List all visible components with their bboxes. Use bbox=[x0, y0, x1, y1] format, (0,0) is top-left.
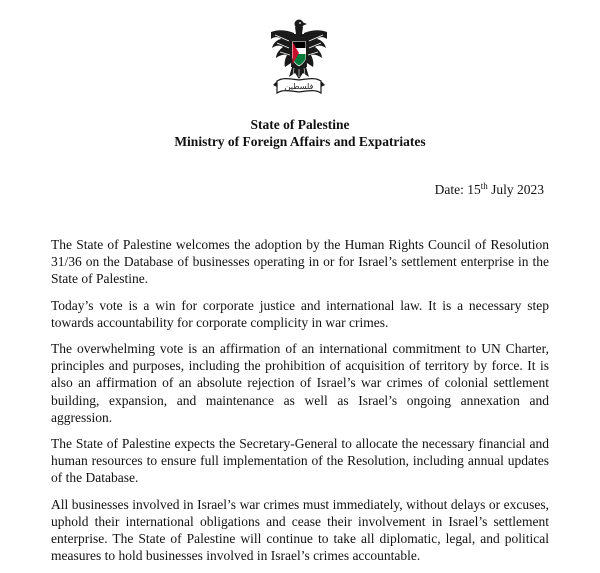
paragraph: Today’s vote is a win for corporate justice and international law. It is a necessary step towards accountability for corporate complicity in war crimes. bbox=[51, 297, 549, 330]
emblem-caption: فلسطين bbox=[284, 82, 314, 91]
paragraph: The State of Palestine expects the Secretary-General to allocate the necessary financial and human resources to ensure full implementation of the Resolution, including annual updates of the Database. bbox=[51, 436, 549, 486]
date-prefix: Date: 15 bbox=[434, 182, 481, 197]
statement-body bbox=[51, 236, 549, 573]
paragraph: All businesses involved in Israel’s war crimes must immediately, without delays or excuses, uphold their international obligations and cease their involvement in Israel’s settlement enterprise. The State of Palestine will continue to take all diplomatic, legal, and political measures to hold businesses involved in Israel’s crimes accountable. bbox=[51, 496, 549, 564]
letterhead-ministry-name: Ministry of Foreign Affairs and Expatriates bbox=[174, 134, 426, 149]
date-month-year: July 2023 bbox=[487, 182, 544, 197]
date-ordinal-suffix: th bbox=[480, 181, 488, 191]
paragraph: The overwhelming vote is an affirmation of an international commitment to UN Charter, principles and purposes, including the prohibition of acquisition of territory by force. It is also an affirmation of an absolute rejection of Israel’s war crimes of colonial settlement building, expansion, and maintenance as well as Israel’s ongoing annexation and aggression. bbox=[51, 341, 549, 425]
palestine-eagle-emblem-icon bbox=[265, 17, 333, 109]
letterhead-state-name: State of Palestine bbox=[250, 117, 350, 132]
paragraph: The State of Palestine welcomes the adoption by the Human Rights Council of Resolution 31/36 on the Database of businesses operating in or for Israel’s settlement enterprise in the State of Palestine. bbox=[51, 237, 549, 287]
document-date bbox=[435, 182, 544, 198]
